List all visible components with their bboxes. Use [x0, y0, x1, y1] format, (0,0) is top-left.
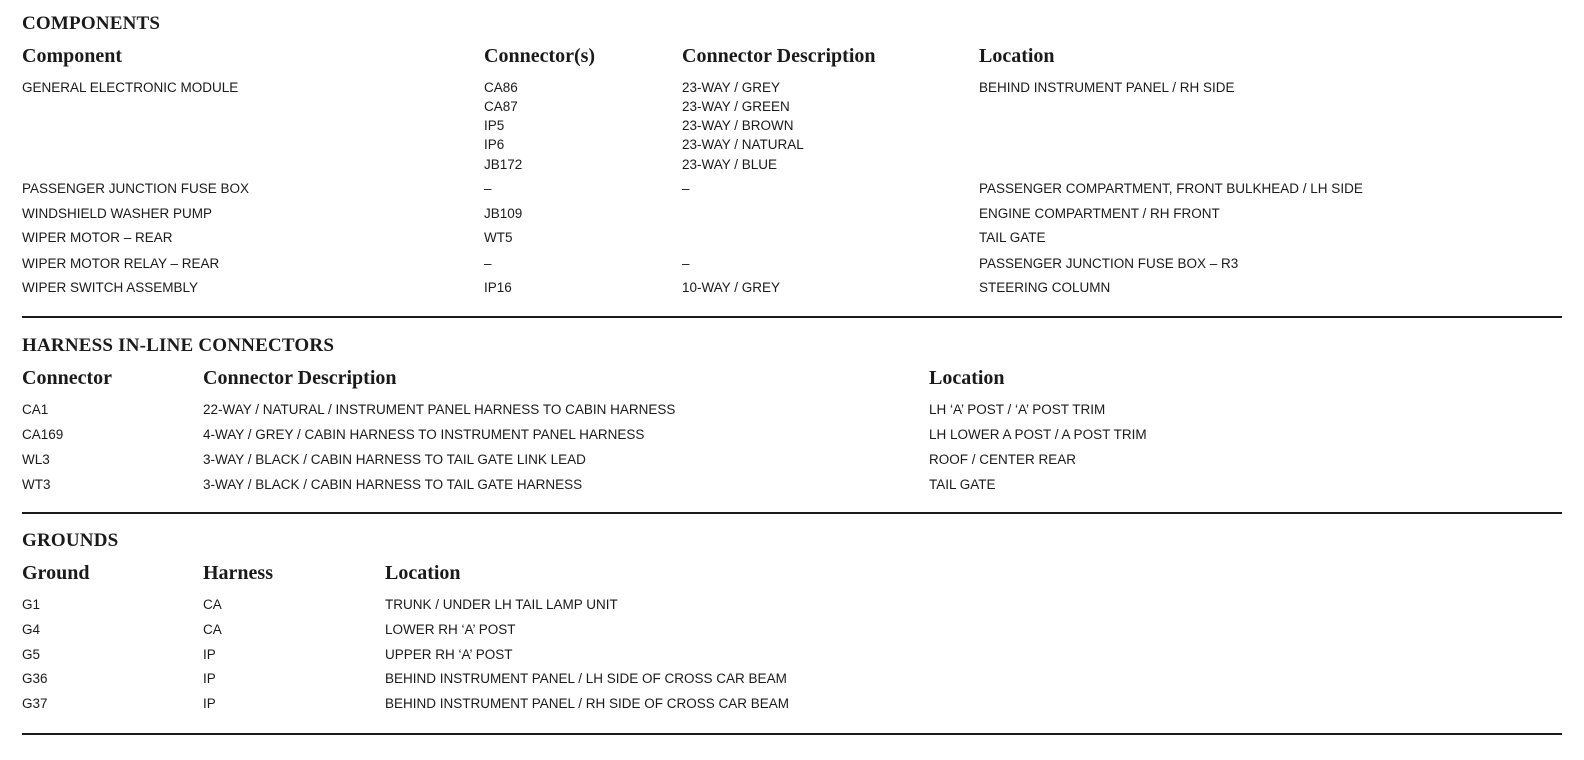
components-header-component: Component: [22, 45, 123, 67]
component-connector-description: 23-WAY / GREEN: [682, 99, 790, 114]
grounds-header-location: Location: [385, 562, 461, 584]
ground-location: UPPER RH ‘A’ POST: [385, 647, 513, 662]
component-connector: JB109: [484, 206, 523, 221]
harness-description: 3-WAY / BLACK / CABIN HARNESS TO TAIL GATE HARNESS: [203, 477, 583, 492]
grounds-header-ground: Ground: [22, 562, 90, 584]
grounds-header-harness: Harness: [203, 562, 273, 584]
harness-connector: CA169: [22, 427, 64, 442]
section-divider: [22, 512, 1562, 514]
ground-harness: CA: [203, 622, 222, 637]
ground-harness: IP: [203, 671, 216, 686]
components-header-connectors: Connector(s): [484, 45, 596, 67]
section-divider: [22, 733, 1562, 735]
component-location: ENGINE COMPARTMENT / RH FRONT: [979, 206, 1220, 221]
component-connector: JB172: [484, 157, 523, 172]
harness-location: TAIL GATE: [929, 477, 996, 492]
component-location: STEERING COLUMN: [979, 280, 1111, 295]
harness-description: 4-WAY / GREY / CABIN HARNESS TO INSTRUMENT PANEL HARNESS: [203, 427, 645, 442]
component-connector-description: 23-WAY / NATURAL: [682, 137, 804, 152]
grounds-section-title: GROUNDS: [22, 530, 119, 551]
harness-location: LH LOWER A POST / A POST TRIM: [929, 427, 1147, 442]
harness-connector: CA1: [22, 402, 49, 417]
component-name: WIPER SWITCH ASSEMBLY: [22, 280, 199, 295]
component-connector-description: –: [682, 256, 690, 271]
component-name: PASSENGER JUNCTION FUSE BOX: [22, 181, 250, 196]
ground-location: TRUNK / UNDER LH TAIL LAMP UNIT: [385, 597, 618, 612]
harness-description: 22-WAY / NATURAL / INSTRUMENT PANEL HARNESS TO CABIN HARNESS: [203, 402, 676, 417]
component-connector: WT5: [484, 230, 513, 245]
component-name: WIPER MOTOR – REAR: [22, 230, 173, 245]
harness-connector: WL3: [22, 452, 50, 467]
ground-id: G5: [22, 647, 41, 662]
ground-location: BEHIND INSTRUMENT PANEL / LH SIDE OF CROSS CAR BEAM: [385, 671, 787, 686]
ground-id: G1: [22, 597, 41, 612]
component-connector: CA87: [484, 99, 518, 114]
harness-header-location: Location: [929, 367, 1005, 389]
component-connector: IP16: [484, 280, 512, 295]
component-connector-description: 23-WAY / BROWN: [682, 118, 794, 133]
component-connector-description: –: [682, 181, 690, 196]
component-connector: –: [484, 256, 492, 271]
components-section-title: COMPONENTS: [22, 13, 161, 34]
component-name: WIPER MOTOR RELAY – REAR: [22, 256, 220, 271]
component-location: PASSENGER COMPARTMENT, FRONT BULKHEAD / LH SIDE: [979, 181, 1363, 196]
ground-harness: IP: [203, 696, 216, 711]
component-location: PASSENGER JUNCTION FUSE BOX – R3: [979, 256, 1239, 271]
component-name: GENERAL ELECTRONIC MODULE: [22, 80, 239, 95]
harness-section-title: HARNESS IN-LINE CONNECTORS: [22, 335, 335, 356]
harness-location: LH ‘A’ POST / ‘A’ POST TRIM: [929, 402, 1106, 417]
components-header-description: Connector Description: [682, 45, 876, 67]
ground-harness: CA: [203, 597, 222, 612]
ground-location: LOWER RH ‘A’ POST: [385, 622, 516, 637]
ground-id: G37: [22, 696, 48, 711]
harness-location: ROOF / CENTER REAR: [929, 452, 1077, 467]
component-connector: IP6: [484, 137, 505, 152]
component-connector-description: 10-WAY / GREY: [682, 280, 781, 295]
ground-location: BEHIND INSTRUMENT PANEL / RH SIDE OF CROSS CAR BEAM: [385, 696, 790, 711]
component-location: BEHIND INSTRUMENT PANEL / RH SIDE: [979, 80, 1235, 95]
harness-connector: WT3: [22, 477, 51, 492]
ground-harness: IP: [203, 647, 216, 662]
component-connector-description: 23-WAY / BLUE: [682, 157, 778, 172]
harness-header-connector: Connector: [22, 367, 112, 389]
component-connector: IP5: [484, 118, 505, 133]
component-connector: –: [484, 181, 492, 196]
components-header-location: Location: [979, 45, 1055, 67]
component-location: TAIL GATE: [979, 230, 1046, 245]
component-name: WINDSHIELD WASHER PUMP: [22, 206, 213, 221]
ground-id: G36: [22, 671, 48, 686]
section-divider: [22, 316, 1562, 318]
ground-id: G4: [22, 622, 41, 637]
harness-description: 3-WAY / BLACK / CABIN HARNESS TO TAIL GATE LINK LEAD: [203, 452, 586, 467]
component-connector-description: 23-WAY / GREY: [682, 80, 781, 95]
harness-header-description: Connector Description: [203, 367, 397, 389]
component-connector: CA86: [484, 80, 518, 95]
